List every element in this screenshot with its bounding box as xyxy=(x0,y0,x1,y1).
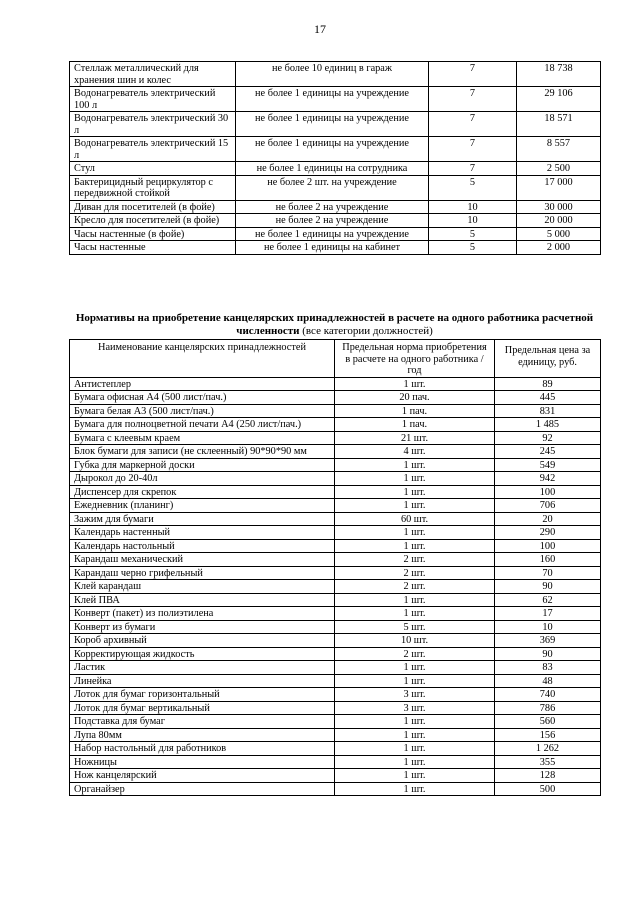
cell-norm: 1 шт. xyxy=(335,499,495,513)
cell-norm: 1 шт. xyxy=(335,782,495,796)
cell-norm: 3 шт. xyxy=(335,688,495,702)
cell-norm: 20 пач. xyxy=(335,391,495,405)
table-row xyxy=(70,607,601,621)
table-row xyxy=(70,553,601,567)
table-row xyxy=(70,404,601,418)
cell-norm: не более 2 на учреждение xyxy=(236,200,429,214)
cell-norm: 1 шт. xyxy=(335,485,495,499)
cell-price: 17 xyxy=(495,607,601,621)
cell-norm: 2 шт. xyxy=(335,566,495,580)
cell-norm: 21 шт. xyxy=(335,431,495,445)
cell-name: Бумага для полноцветной печати А4 (250 лист/пач.) xyxy=(70,418,335,432)
table-row xyxy=(70,634,601,648)
table-row xyxy=(70,674,601,688)
cell-name: Часы настенные (в фойе) xyxy=(70,227,236,241)
cell-price: 290 xyxy=(495,526,601,540)
cell-norm: 1 шт. xyxy=(335,661,495,675)
cell-norm: 2 шт. xyxy=(335,553,495,567)
cell-price: 70 xyxy=(495,566,601,580)
cell-name: Корректирующая жидкость xyxy=(70,647,335,661)
cell-norm: не более 1 единицы на учреждение xyxy=(236,112,429,137)
section-title-note: (все категории должностей) xyxy=(299,325,433,337)
table-row xyxy=(70,769,601,783)
cell-price: 2 000 xyxy=(517,241,601,255)
cell-years: 5 xyxy=(429,175,517,200)
cell-price: 17 000 xyxy=(517,175,601,200)
stationery-norms-table xyxy=(69,339,601,796)
cell-price: 8 557 xyxy=(517,137,601,162)
cell-name: Ежедневник (планинг) xyxy=(70,499,335,513)
cell-price: 90 xyxy=(495,647,601,661)
cell-name: Губка для маркерной доски xyxy=(70,458,335,472)
cell-norm: 1 шт. xyxy=(335,728,495,742)
cell-name: Органайзер xyxy=(70,782,335,796)
cell-price: 18 738 xyxy=(517,62,601,87)
cell-norm: не более 1 единицы на учреждение xyxy=(236,137,429,162)
table-row xyxy=(70,391,601,405)
cell-norm: 2 шт. xyxy=(335,647,495,661)
cell-norm: 10 шт. xyxy=(335,634,495,648)
cell-norm: 1 шт. xyxy=(335,539,495,553)
table-row xyxy=(70,377,601,391)
cell-price: 740 xyxy=(495,688,601,702)
cell-norm: 1 шт. xyxy=(335,715,495,729)
cell-name: Диван для посетителей (в фойе) xyxy=(70,200,236,214)
header-norm: Предельная норма приобретения в расчете на одного работника / год xyxy=(335,340,495,378)
table-row xyxy=(70,241,601,255)
table-row xyxy=(70,175,601,200)
cell-norm: не более 1 единицы на учреждение xyxy=(236,227,429,241)
cell-norm: не более 1 единицы на кабинет xyxy=(236,241,429,255)
cell-norm: 1 шт. xyxy=(335,742,495,756)
cell-years: 7 xyxy=(429,62,517,87)
cell-price: 20 000 xyxy=(517,214,601,228)
cell-price: 560 xyxy=(495,715,601,729)
cell-name: Стул xyxy=(70,162,236,176)
cell-price: 549 xyxy=(495,458,601,472)
table-row xyxy=(70,701,601,715)
table-row xyxy=(70,431,601,445)
table-row xyxy=(70,512,601,526)
section-title-bold: Нормативы на приобретение канцелярских принадлежностей в расчете на одного работника расчетной численности xyxy=(75,312,594,337)
cell-name: Ластик xyxy=(70,661,335,675)
table-row xyxy=(70,782,601,796)
cell-years: 10 xyxy=(429,214,517,228)
cell-name: Бумага белая А3 (500 лист/пач.) xyxy=(70,404,335,418)
cell-price: 30 000 xyxy=(517,200,601,214)
table-row xyxy=(70,485,601,499)
cell-name: Клей ПВА xyxy=(70,593,335,607)
table-row xyxy=(70,647,601,661)
table-row xyxy=(70,112,601,137)
cell-norm: 1 шт. xyxy=(335,674,495,688)
cell-norm: не более 1 единицы на сотрудника xyxy=(236,162,429,176)
cell-name: Водонагреватель электрический 30 л xyxy=(70,112,236,137)
cell-norm: не более 2 шт. на учреждение xyxy=(236,175,429,200)
cell-norm: 1 шт. xyxy=(335,607,495,621)
cell-name: Бактерицидный рециркулятор с передвижной стойкой xyxy=(70,175,236,200)
cell-years: 7 xyxy=(429,112,517,137)
cell-norm: 1 шт. xyxy=(335,526,495,540)
cell-name: Календарь настенный xyxy=(70,526,335,540)
table-row xyxy=(70,458,601,472)
table-row xyxy=(70,539,601,553)
cell-norm: 1 шт. xyxy=(335,755,495,769)
cell-price: 942 xyxy=(495,472,601,486)
cell-norm: 3 шт. xyxy=(335,701,495,715)
cell-name: Часы настенные xyxy=(70,241,236,255)
cell-name: Лоток для бумаг горизонтальный xyxy=(70,688,335,702)
cell-price: 500 xyxy=(495,782,601,796)
cell-name: Лоток для бумаг вертикальный xyxy=(70,701,335,715)
cell-name: Клей карандаш xyxy=(70,580,335,594)
cell-price: 355 xyxy=(495,755,601,769)
table-row xyxy=(70,227,601,241)
table-row xyxy=(70,200,601,214)
cell-name: Линейка xyxy=(70,674,335,688)
table-row xyxy=(70,742,601,756)
table-row xyxy=(70,472,601,486)
table-row xyxy=(70,87,601,112)
cell-price: 48 xyxy=(495,674,601,688)
cell-name: Дырокол до 20-40л xyxy=(70,472,335,486)
cell-name: Бумага с клеевым краем xyxy=(70,431,335,445)
cell-norm: 1 пач. xyxy=(335,404,495,418)
cell-norm: 1 шт. xyxy=(335,377,495,391)
cell-norm: 1 шт. xyxy=(335,458,495,472)
cell-name: Блок бумаги для записи (не склеенный) 90*90*90 мм xyxy=(70,445,335,459)
cell-norm: 1 шт. xyxy=(335,472,495,486)
cell-name: Карандаш черно грифельный xyxy=(70,566,335,580)
cell-name: Нож канцелярский xyxy=(70,769,335,783)
cell-price: 89 xyxy=(495,377,601,391)
cell-norm: 1 пач. xyxy=(335,418,495,432)
table-row xyxy=(70,580,601,594)
equipment-norms-table xyxy=(69,61,601,255)
cell-price: 100 xyxy=(495,485,601,499)
cell-name: Набор настольный для работников xyxy=(70,742,335,756)
cell-price: 29 106 xyxy=(517,87,601,112)
cell-name: Календарь настольный xyxy=(70,539,335,553)
cell-name: Водонагреватель электрический 15 л xyxy=(70,137,236,162)
cell-price: 1 262 xyxy=(495,742,601,756)
table-row xyxy=(70,526,601,540)
table-row xyxy=(70,162,601,176)
cell-price: 1 485 xyxy=(495,418,601,432)
cell-norm: 1 шт. xyxy=(335,593,495,607)
table-row xyxy=(70,661,601,675)
table-row xyxy=(70,715,601,729)
table-row xyxy=(70,445,601,459)
section-title xyxy=(69,312,600,338)
cell-price: 156 xyxy=(495,728,601,742)
cell-price: 90 xyxy=(495,580,601,594)
cell-price: 128 xyxy=(495,769,601,783)
cell-name: Диспенсер для скрепок xyxy=(70,485,335,499)
cell-norm: не более 1 единицы на учреждение xyxy=(236,87,429,112)
page-number: 17 xyxy=(314,22,326,36)
table-row xyxy=(70,137,601,162)
table-row xyxy=(70,728,601,742)
table-row xyxy=(70,620,601,634)
cell-name: Ножницы xyxy=(70,755,335,769)
cell-name: Кресло для посетителей (в фойе) xyxy=(70,214,236,228)
cell-norm: не более 10 единиц в гараж xyxy=(236,62,429,87)
cell-price: 18 571 xyxy=(517,112,601,137)
cell-name: Водонагреватель электрический 100 л xyxy=(70,87,236,112)
cell-price: 445 xyxy=(495,391,601,405)
cell-norm: 60 шт. xyxy=(335,512,495,526)
header-name: Наименование канцелярских принадлежностей xyxy=(70,340,335,378)
cell-price: 10 xyxy=(495,620,601,634)
cell-price: 369 xyxy=(495,634,601,648)
table-row xyxy=(70,593,601,607)
cell-name: Зажим для бумаги xyxy=(70,512,335,526)
cell-years: 10 xyxy=(429,200,517,214)
cell-price: 100 xyxy=(495,539,601,553)
table-row xyxy=(70,499,601,513)
cell-name: Стеллаж металлический для хранения шин и колес xyxy=(70,62,236,87)
cell-price: 20 xyxy=(495,512,601,526)
cell-name: Антистеплер xyxy=(70,377,335,391)
cell-price: 62 xyxy=(495,593,601,607)
cell-years: 7 xyxy=(429,87,517,112)
cell-years: 5 xyxy=(429,241,517,255)
cell-norm: 1 шт. xyxy=(335,769,495,783)
cell-name: Карандаш механический xyxy=(70,553,335,567)
cell-price: 160 xyxy=(495,553,601,567)
cell-years: 7 xyxy=(429,137,517,162)
table-row xyxy=(70,418,601,432)
table-row xyxy=(70,688,601,702)
cell-price: 92 xyxy=(495,431,601,445)
cell-norm: 2 шт. xyxy=(335,580,495,594)
cell-norm: не более 2 на учреждение xyxy=(236,214,429,228)
cell-price: 245 xyxy=(495,445,601,459)
table-row xyxy=(70,755,601,769)
header-price: Предельная цена за единицу, руб. xyxy=(495,340,601,378)
cell-name: Короб архивный xyxy=(70,634,335,648)
cell-name: Конверт (пакет) из полиэтилена xyxy=(70,607,335,621)
cell-name: Конверт из бумаги xyxy=(70,620,335,634)
cell-price: 831 xyxy=(495,404,601,418)
cell-price: 83 xyxy=(495,661,601,675)
cell-name: Лупа 80мм xyxy=(70,728,335,742)
cell-years: 7 xyxy=(429,162,517,176)
cell-years: 5 xyxy=(429,227,517,241)
cell-price: 786 xyxy=(495,701,601,715)
cell-norm: 4 шт. xyxy=(335,445,495,459)
table-row xyxy=(70,214,601,228)
cell-norm: 5 шт. xyxy=(335,620,495,634)
cell-name: Подставка для бумаг xyxy=(70,715,335,729)
table-row xyxy=(70,566,601,580)
cell-price: 5 000 xyxy=(517,227,601,241)
cell-price: 706 xyxy=(495,499,601,513)
table-row xyxy=(70,62,601,87)
table-header-row xyxy=(70,340,601,378)
cell-price: 2 500 xyxy=(517,162,601,176)
cell-name: Бумага офисная А4 (500 лист/пач.) xyxy=(70,391,335,405)
